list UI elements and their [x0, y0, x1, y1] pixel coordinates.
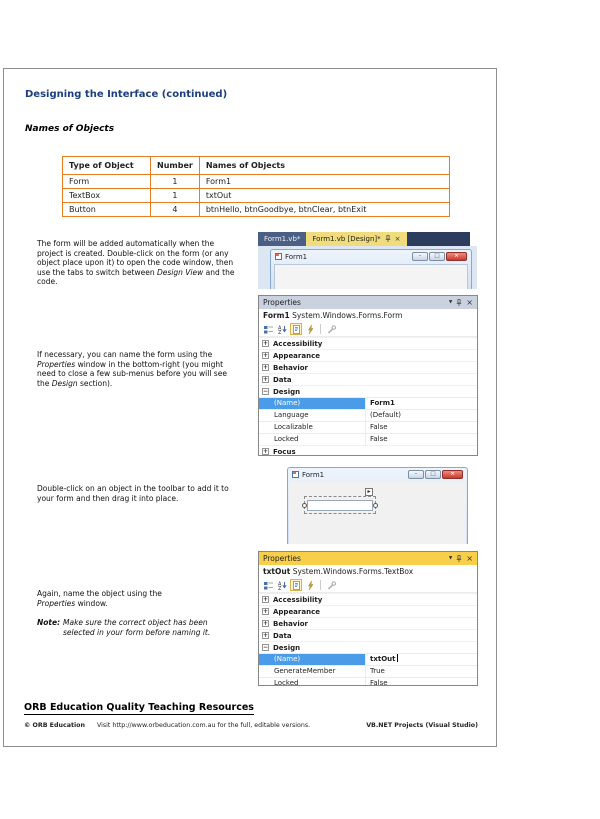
screenshot-editor-tabs [258, 232, 478, 289]
expand-icon[interactable]: + [263, 340, 269, 347]
category-accessibility[interactable] [259, 593, 477, 605]
property-name: GenerateMember [274, 667, 336, 675]
toolbar-separator [320, 580, 321, 590]
table-header-row [63, 157, 450, 175]
cell-names: btnHello, btnGoodbye, btnClear, btnExit [199, 203, 449, 217]
form-window-title: Form1 [285, 252, 308, 261]
cell-type: Form [63, 175, 151, 189]
table-row [63, 203, 450, 217]
pin-icon[interactable] [456, 299, 462, 307]
close-button[interactable]: × [446, 252, 467, 261]
category-label: Accessibility [273, 595, 323, 604]
footer-copyright: © ORB Education [24, 722, 85, 729]
category-behavior[interactable] [259, 617, 477, 629]
property-name: Language [274, 411, 309, 419]
paragraph-italic: Properties [37, 359, 76, 369]
collapse-icon[interactable]: − [263, 644, 269, 651]
textbox-selection[interactable] [304, 488, 376, 514]
alphabetical-sort-icon[interactable] [276, 323, 288, 335]
note-block [37, 618, 237, 637]
events-icon[interactable] [304, 323, 316, 335]
cell-names: Form1 [199, 175, 449, 189]
property-value[interactable]: True [365, 666, 477, 677]
properties-toolbar [259, 322, 477, 337]
property-row-name[interactable] [259, 653, 477, 665]
screenshot-form-textbox [287, 467, 469, 544]
property-row-locked[interactable] [259, 677, 477, 686]
property-row-name[interactable] [259, 397, 477, 409]
note-label: Note: [37, 618, 61, 627]
property-pages-icon[interactable] [325, 579, 337, 591]
cell-type: TextBox [63, 189, 151, 203]
property-value[interactable]: False [365, 422, 477, 433]
svg-text:A: A [277, 325, 281, 331]
table-row [63, 189, 450, 203]
category-behavior[interactable] [259, 361, 477, 373]
form-icon [292, 471, 299, 478]
expand-icon[interactable]: + [263, 448, 269, 455]
object-selector[interactable] [259, 309, 477, 322]
object-type: System.Windows.Forms.TextBox [292, 567, 414, 576]
property-value[interactable]: False [365, 434, 477, 445]
resize-handle-left[interactable] [302, 503, 307, 508]
expand-icon[interactable]: + [263, 352, 269, 359]
category-label: Design [273, 643, 301, 652]
column-header-number: Number [151, 157, 200, 175]
textbox-control[interactable] [307, 500, 373, 511]
properties-title: Properties [263, 298, 301, 307]
paragraph-3: Double-click on an object in the toolbar to add it to your form and then drag it into place. [37, 484, 229, 503]
properties-toolbar [259, 578, 477, 593]
cell-number: 1 [151, 175, 200, 189]
close-button[interactable]: × [442, 470, 463, 479]
paragraph-text: window in the bottom-right (you might need to close a few sub-menus before you will see the [37, 359, 227, 388]
property-name: Locked [274, 679, 299, 686]
footer-project-label: VB.NET Projects (Visual Studio) [366, 722, 478, 729]
tab-form1-code[interactable]: Form1.vb* [258, 232, 306, 246]
property-pages-icon[interactable] [325, 323, 337, 335]
cell-number: 1 [151, 189, 200, 203]
property-value[interactable]: (Default) [365, 410, 477, 421]
expand-icon[interactable]: + [263, 596, 269, 603]
expand-icon[interactable]: + [263, 364, 269, 371]
property-row-language[interactable] [259, 409, 477, 421]
property-value-text: txtOut [370, 655, 396, 663]
property-value[interactable]: Form1 [365, 398, 477, 409]
category-design[interactable] [259, 641, 477, 653]
chevron-down-icon[interactable]: ▼ [448, 556, 453, 561]
expand-icon[interactable]: + [263, 620, 269, 627]
section-title: Names of Objects [25, 124, 115, 134]
pin-icon[interactable] [456, 555, 462, 563]
column-header-type: Type of Object [63, 157, 151, 175]
category-design[interactable] [259, 385, 477, 397]
category-label: Data [273, 375, 292, 384]
tab-label: Form1.vb [Design]* [312, 235, 381, 243]
paragraph-text: window. [75, 598, 108, 608]
form-client-area [274, 264, 468, 289]
category-focus[interactable] [259, 445, 477, 456]
property-row-locked[interactable] [259, 433, 477, 445]
close-icon[interactable]: × [466, 553, 473, 563]
alphabetical-sort-icon[interactable] [276, 579, 288, 591]
paragraph-text: Again, name the object using the [37, 589, 162, 598]
properties-title-bar [259, 552, 477, 565]
form-icon [275, 253, 282, 260]
paragraph-text: If necessary, you can name the form using the [37, 350, 213, 359]
tab-form1-design[interactable] [306, 232, 406, 246]
property-name: Localizable [274, 423, 313, 431]
note-text: Make sure the correct object has been selected in your form before naming it. [63, 618, 211, 637]
maximize-button[interactable]: □ [425, 470, 441, 479]
categorized-icon[interactable] [262, 323, 274, 335]
events-icon[interactable] [304, 579, 316, 591]
property-name: (Name) [259, 654, 365, 665]
form-client-area [289, 482, 466, 544]
properties-title: Properties [263, 554, 301, 563]
svg-text:A: A [277, 581, 281, 587]
category-data[interactable] [259, 629, 477, 641]
category-label: Focus [273, 447, 296, 456]
minimize-button[interactable]: – [412, 252, 428, 261]
category-label: Behavior [273, 363, 309, 372]
collapse-icon[interactable]: − [263, 388, 269, 395]
expand-icon[interactable]: + [263, 376, 269, 383]
paragraph-italic: Properties [37, 598, 76, 608]
maximize-button[interactable]: □ [429, 252, 445, 261]
design-surface [258, 246, 477, 289]
object-type: System.Windows.Forms.Form [292, 311, 403, 320]
category-label: Data [273, 631, 292, 640]
category-label: Appearance [273, 607, 320, 616]
cell-type: Button [63, 203, 151, 217]
paragraph-4 [37, 589, 195, 608]
object-name: txtOut [263, 567, 291, 576]
category-data[interactable] [259, 373, 477, 385]
properties-view-icon[interactable] [290, 323, 302, 335]
paragraph-text: section). [77, 378, 113, 388]
form-title-bar [288, 468, 467, 481]
properties-window-form1 [258, 295, 478, 456]
chevron-down-icon[interactable]: ▼ [448, 300, 453, 305]
cell-number: 4 [151, 203, 200, 217]
properties-window-txtout [258, 551, 478, 686]
form-designer-window [270, 249, 472, 289]
category-label: Accessibility [273, 339, 323, 348]
property-name: Locked [274, 435, 299, 443]
svg-text:Z: Z [277, 329, 281, 334]
objects-table [62, 156, 450, 217]
page-title: Designing the Interface (continued) [25, 89, 228, 100]
svg-text:Z: Z [277, 585, 281, 590]
property-row-localizable[interactable] [259, 421, 477, 433]
category-appearance[interactable] [259, 349, 477, 361]
object-name: Form1 [263, 311, 290, 320]
category-label: Design [273, 387, 301, 396]
text-caret [397, 654, 398, 662]
paragraph-text: The form will be added automatically when the project is created. Double-click on the form (or any object place upon it) to open the code window, then use the tabs to switch between [37, 239, 234, 277]
smart-tag-button[interactable]: ▸ [365, 488, 373, 496]
paragraph-italic: Design View [157, 267, 204, 277]
footer-title: ORB Education Quality Teaching Resources [24, 702, 254, 713]
property-name: (Name) [259, 398, 365, 409]
footer-visit-text: Visit http://www.orbeducation.com.au for the full, editable versions. [96, 722, 311, 729]
expand-icon[interactable]: + [263, 632, 269, 639]
category-label: Behavior [273, 619, 309, 628]
properties-view-icon[interactable] [290, 579, 302, 591]
category-accessibility[interactable] [259, 337, 477, 349]
footer-row [24, 722, 478, 729]
paragraph-text: and the code. [37, 267, 235, 286]
paragraph-2 [37, 350, 235, 388]
property-value[interactable] [365, 654, 477, 665]
category-label: Appearance [273, 351, 320, 360]
minimize-button[interactable]: – [408, 470, 424, 479]
properties-title-bar [259, 296, 477, 309]
table-row [63, 175, 450, 189]
category-appearance[interactable] [259, 605, 477, 617]
categorized-icon[interactable] [262, 579, 274, 591]
object-selector[interactable] [259, 565, 477, 578]
cell-names: txtOut [199, 189, 449, 203]
close-icon[interactable]: × [394, 235, 401, 243]
resize-handle-right[interactable] [373, 503, 378, 508]
expand-icon[interactable]: + [263, 608, 269, 615]
form-window-title: Form1 [302, 470, 325, 479]
document-tab-bar [258, 232, 470, 246]
paragraph-italic: Design [51, 378, 78, 388]
paragraph-1 [37, 239, 235, 287]
property-value[interactable]: False [365, 678, 477, 686]
page-border [3, 68, 497, 747]
form-title-bar [271, 250, 471, 263]
property-row-generatemember[interactable] [259, 665, 477, 677]
form-designer-window [287, 467, 468, 544]
pin-icon[interactable] [385, 235, 391, 243]
column-header-names: Names of Objects [199, 157, 449, 175]
toolbar-separator [320, 324, 321, 334]
close-icon[interactable]: × [466, 297, 473, 307]
